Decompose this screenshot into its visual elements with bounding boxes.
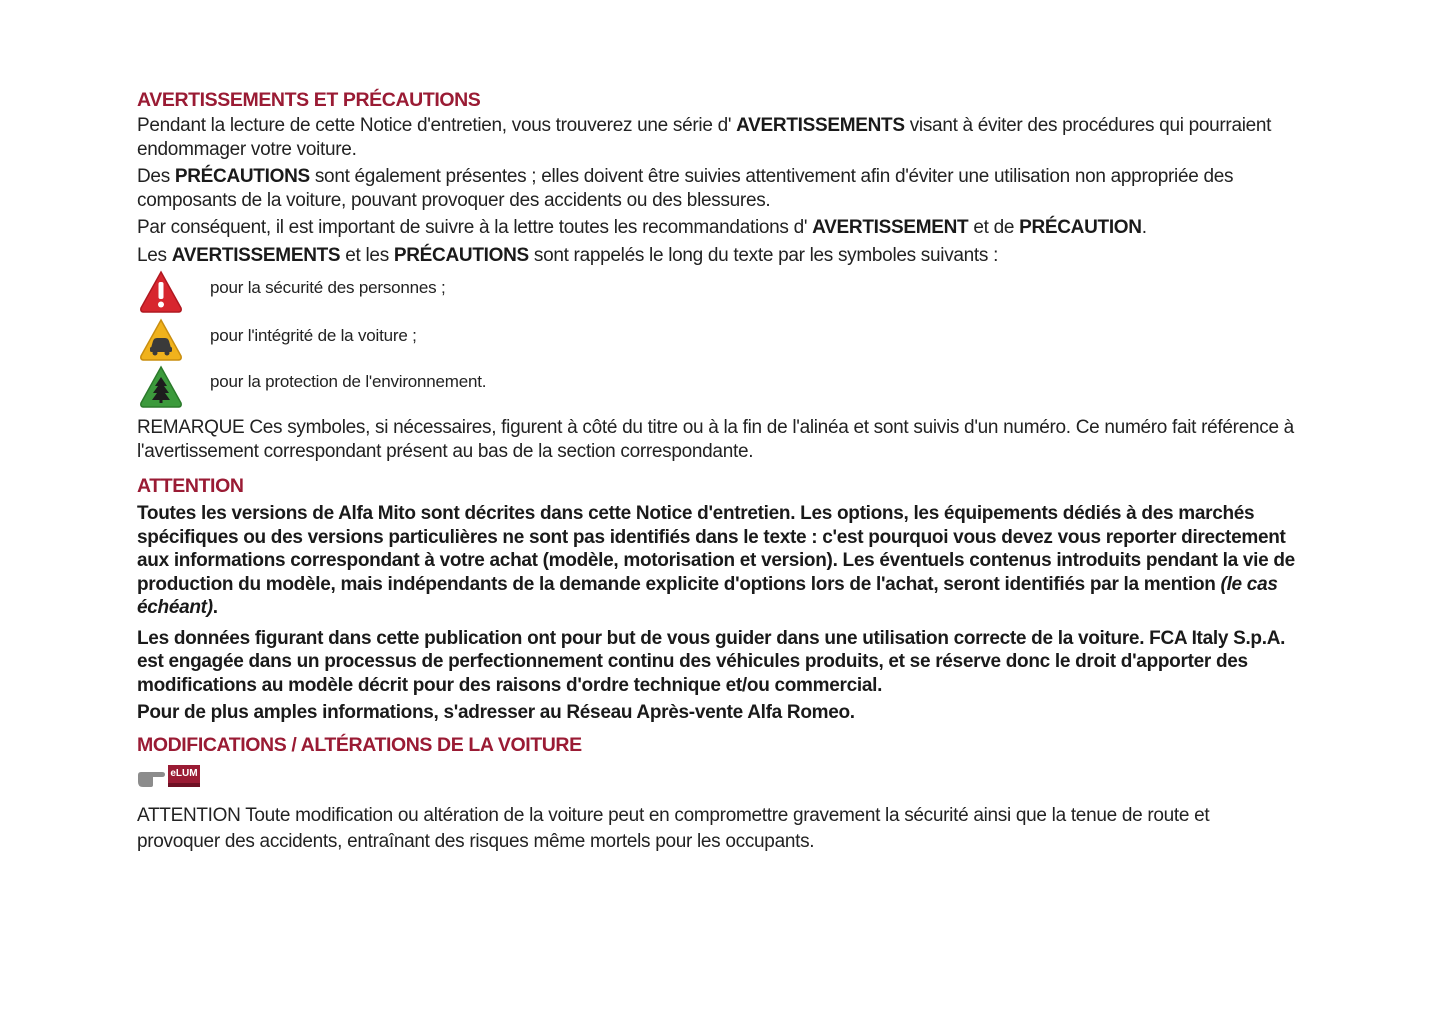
- section-title-modifications: MODIFICATIONS / ALTÉRATIONS DE LA VOITURE: [137, 733, 582, 756]
- symbol-row-car-integrity: [137, 318, 1297, 366]
- symbol-row-environment: [137, 366, 1297, 414]
- paragraph-attention-data: Les données figurant dans cette publication ont pour but de vous guider dans une utilisation correcte de la voiture. FCA Italy S.p.A. est engagée dans un processus de perfectionnement continu des véhicules produits, et se réserve donc le droit d'apporter des modifications au modèle décrit pour des raisons d'ordre technique et/ou commercial.: [137, 627, 1286, 696]
- person-safety-warning-icon: [137, 268, 185, 316]
- symbol-label-environment: pour la protection de l'environnement.: [210, 372, 487, 391]
- environment-protection-icon: [137, 363, 185, 411]
- section-title-attention: ATTENTION: [137, 475, 244, 497]
- paragraph-attention-contact: Pour de plus amples informations, s'adresser au Réseau Après-vente Alfa Romeo.: [137, 702, 855, 723]
- paragraph-remark: REMARQUE Ces symboles, si nécessaires, figurent à côté du titre ou à la fin de l'alinéa et sont suivis d'un numéro. Ce numéro fait référence à l'avertissement correspondant présent au bas de la section correspondante.: [137, 417, 1294, 462]
- car-integrity-warning-icon: [137, 316, 185, 364]
- elum-indicator: [137, 765, 1297, 799]
- paragraph-attention-versions: Toutes les versions de Alfa Mito sont décrites dans cette Notice d'entretien. Les options, les équipements dédiés à des marchés spécifiques ou des versions particulières ne sont pas identifiés dans le texte : c'est pourquoi vous devez vous reporter directement aux informations correspondant à votre achat (modèle, motorisation et version). Les éventuels contenus introduits pendant la vie de production du modèle, mais indépendants de la demande explicite d'options lors de l'achat, seront identifiés par la mention (le cas échéant).: [137, 503, 1295, 618]
- symbol-label-person-safety: pour la sécurité des personnes ;: [210, 278, 446, 297]
- paragraph-warnings-intro: Pendant la lecture de cette Notice d'entretien, vous trouverez une série d' AVERTISSEMENTS visant à éviter des procédures qui pourraient endommager votre voiture.: [137, 115, 1272, 160]
- symbol-row-person-safety: [137, 270, 1297, 318]
- pointing-hand-icon: [137, 768, 167, 788]
- symbol-label-car-integrity: pour l'intégrité de la voiture ;: [210, 326, 417, 345]
- symbol-list: [137, 270, 1297, 414]
- section-title-warnings: AVERTISSEMENTS ET PRÉCAUTIONS: [137, 89, 481, 111]
- paragraph-symbols-intro: Les AVERTISSEMENTS et les PRÉCAUTIONS sont rappelés le long du texte par les symboles suivants :: [137, 244, 999, 266]
- paragraph-precautions: Des PRÉCAUTIONS sont également présentes ; elles doivent être suivies attentivement afin d'éviter une utilisation non appropriée des composants de la voiture, pouvant provoquer des accidents ou des blessures.: [137, 166, 1234, 211]
- paragraph-modifications: ATTENTION Toute modification ou altération de la voiture peut en compromettre gravement la sécurité ainsi que la tenue de route et provoquer des accidents, entraînant des risques même mortels pour les occupants.: [137, 804, 1210, 852]
- page-content: [137, 88, 1297, 855]
- elum-badge: eLUM: [168, 765, 200, 787]
- paragraph-follow-recommendations: Par conséquent, il est important de suivre à la lettre toutes les recommandations d' AVERTISSEMENT et de PRÉCAUTION.: [137, 217, 1147, 238]
